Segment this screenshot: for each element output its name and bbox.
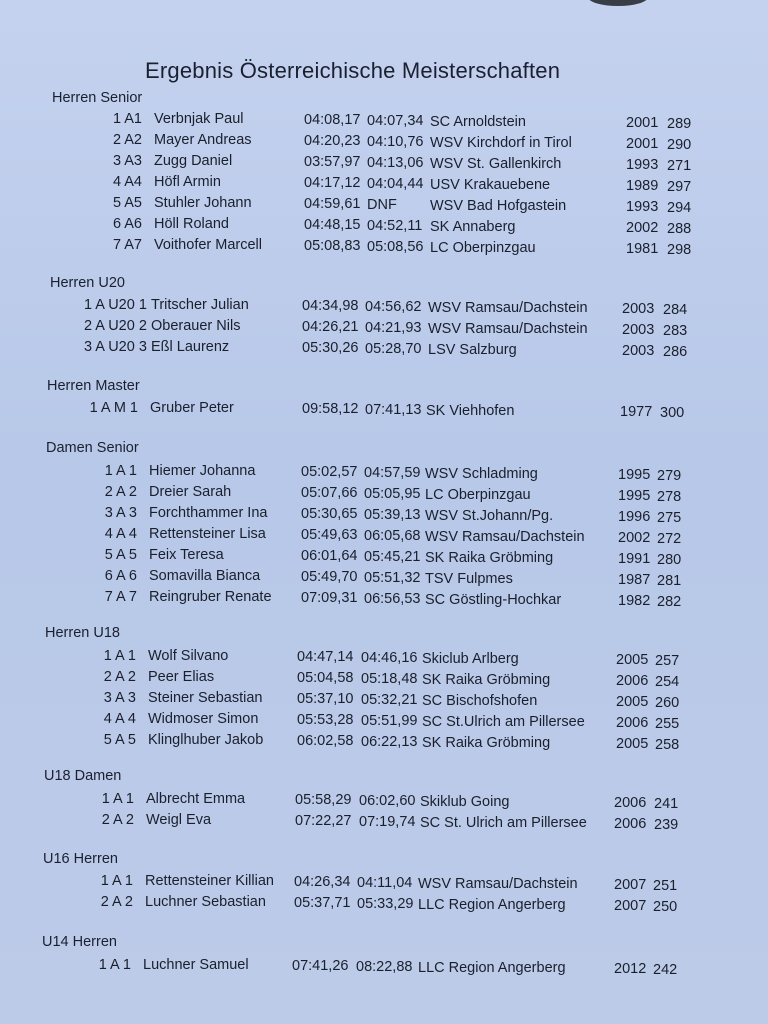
athlete-name: Mayer Andreas (154, 132, 252, 148)
section-heading: Herren U20 (50, 275, 125, 291)
club-name: WSV St. Gallenkirch (430, 156, 562, 172)
points: 297 (667, 179, 692, 195)
club-name: Skiklub Going (420, 794, 510, 810)
athlete-name: Widmoser Simon (148, 711, 259, 727)
time-run-2: 04:10,76 (367, 134, 424, 150)
birth-year: 1981 (626, 241, 659, 257)
time-run-2: 05:08,56 (367, 239, 424, 255)
time-run-2: 05:51,32 (364, 570, 421, 586)
athlete-name: Stuhler Johann (154, 195, 252, 211)
result-row (0, 568, 768, 588)
time-run-1: 04:08,17 (304, 112, 361, 128)
athlete-name: Eßl Laurenz (151, 339, 230, 355)
rank-cell: 1 A 1 (98, 957, 131, 973)
result-row (0, 791, 768, 811)
birth-year: 2012 (614, 961, 647, 977)
birth-year: 2006 (616, 673, 649, 689)
result-row (0, 216, 768, 236)
athlete-name: Feix Teresa (149, 547, 224, 563)
rank-cell: 1 A 1 (101, 791, 134, 807)
birth-year: 1995 (618, 488, 651, 504)
time-run-1: 05:58,29 (295, 792, 352, 808)
rank-cell: 3 A 3 (104, 505, 137, 521)
athlete-name: Albrecht Emma (146, 791, 246, 807)
club-name: WSV Kirchdorf in Tirol (430, 135, 572, 151)
time-run-1: 04:26,21 (302, 319, 359, 335)
points: 242 (653, 962, 678, 978)
time-run-2: 05:51,99 (361, 713, 418, 729)
athlete-name: Rettensteiner Lisa (149, 526, 266, 542)
rank-cell: 2 A U20 2 (84, 318, 147, 334)
rank-cell: 4 A4 (112, 174, 142, 190)
time-run-1: 05:49,63 (301, 527, 358, 543)
result-row (0, 894, 768, 914)
club-name: WSV Ramsau/Dachstein (425, 529, 585, 545)
birth-year: 2002 (626, 220, 659, 236)
section-heading: Damen Senior (46, 440, 139, 456)
time-run-2: 05:33,29 (357, 896, 414, 912)
points: 300 (660, 405, 685, 421)
points: 290 (667, 137, 692, 153)
birth-year: 2005 (616, 652, 649, 668)
athlete-name: Wolf Silvano (148, 648, 229, 664)
points: 283 (663, 323, 688, 339)
club-name: WSV Ramsau/Dachstein (428, 300, 588, 316)
birth-year: 2006 (614, 816, 647, 832)
rank-cell: 5 A 5 (103, 732, 136, 748)
points: 257 (655, 653, 680, 669)
points: 279 (657, 468, 682, 484)
result-row (0, 589, 768, 609)
rank-cell: 2 A2 (112, 132, 142, 148)
points: 271 (667, 158, 692, 174)
time-run-2: 05:28,70 (365, 341, 422, 357)
club-name: WSV Ramsau/Dachstein (418, 876, 578, 892)
rank-cell: 2 A 2 (100, 894, 133, 910)
points: 282 (657, 594, 682, 610)
rank-cell: 5 A 5 (104, 547, 137, 563)
points: 254 (655, 674, 680, 690)
time-run-2: 05:05,95 (364, 486, 421, 502)
section-heading: U14 Herren (42, 934, 117, 950)
result-row (0, 132, 768, 152)
points: 298 (667, 242, 692, 258)
birth-year: 2005 (616, 694, 649, 710)
athlete-name: Dreier Sarah (149, 484, 232, 500)
result-row (0, 153, 768, 173)
time-run-2: 04:52,11 (367, 218, 423, 234)
time-run-2: 06:02,60 (359, 793, 416, 809)
athlete-name: Somavilla Bianca (149, 568, 261, 584)
points: 275 (657, 510, 682, 526)
club-name: LSV Salzburg (428, 342, 517, 358)
birth-year: 2001 (626, 136, 659, 152)
section-heading: U18 Damen (44, 768, 122, 784)
points: 241 (654, 796, 679, 812)
time-run-1: 05:04,58 (297, 670, 354, 686)
time-run-1: 07:22,27 (295, 813, 352, 829)
club-name: SC Bischofshofen (422, 693, 538, 709)
athlete-name: Forchthammer Ina (149, 505, 268, 521)
points: 278 (657, 489, 682, 505)
rank-cell: 1 A1 (112, 111, 142, 127)
result-row (0, 873, 768, 893)
athlete-name: Luchner Samuel (143, 957, 249, 973)
points: 260 (655, 695, 680, 711)
result-row (0, 526, 768, 546)
athlete-name: Weigl Eva (146, 812, 212, 828)
athlete-name: Luchner Sebastian (145, 894, 266, 910)
time-run-2: 07:41,13 (365, 402, 422, 418)
time-run-1: 06:02,58 (297, 733, 354, 749)
athlete-name: Verbnjak Paul (154, 111, 244, 127)
athlete-name: Klinglhuber Jakob (148, 732, 264, 748)
section-heading: Herren U18 (45, 625, 120, 641)
birth-year: 1996 (618, 509, 651, 525)
club-name: SK Raika Gröbming (422, 735, 551, 751)
time-run-1: 04:20,23 (304, 133, 361, 149)
time-run-2: 04:56,62 (365, 299, 422, 315)
points: 250 (653, 899, 678, 915)
club-name: SC Arnoldstein (430, 114, 526, 130)
result-row (0, 648, 768, 668)
club-name: SC Göstling-Hochkar (425, 592, 562, 608)
rank-cell: 1 A 1 (103, 648, 136, 664)
club-name: WSV St.Johann/Pg. (425, 508, 554, 524)
time-run-1: 05:37,71 (294, 895, 351, 911)
time-run-1: 05:02,57 (301, 464, 358, 480)
time-run-1: 04:59,61 (304, 196, 361, 212)
birth-year: 1977 (620, 404, 653, 420)
time-run-1: 04:47,14 (297, 649, 354, 665)
birth-year: 2002 (618, 530, 651, 546)
time-run-2: 06:05,68 (364, 528, 421, 544)
result-row (0, 195, 768, 215)
result-row (0, 484, 768, 504)
time-run-2: 04:46,16 (361, 650, 418, 666)
athlete-name: Hiemer Johanna (149, 463, 256, 479)
time-run-2: 04:13,06 (367, 155, 424, 171)
result-row (0, 463, 768, 483)
birth-year: 1987 (618, 572, 651, 588)
club-name: WSV Ramsau/Dachstein (428, 321, 588, 337)
club-name: LC Oberpinzgau (425, 487, 531, 503)
time-run-1: 07:09,31 (301, 590, 358, 606)
rank-cell: 7 A 7 (104, 589, 137, 605)
time-run-2: 05:32,21 (361, 692, 418, 708)
birth-year: 2003 (622, 301, 655, 317)
rank-cell: 3 A3 (112, 153, 142, 169)
club-name: USV Krakauebene (430, 177, 551, 193)
time-run-2: 07:19,74 (359, 814, 416, 830)
club-name: WSV Bad Hofgastein (430, 198, 567, 214)
result-row (0, 732, 768, 752)
result-row (0, 400, 768, 420)
athlete-name: Reingruber Renate (149, 589, 272, 605)
result-row (0, 339, 768, 359)
points: 251 (653, 878, 678, 894)
points: 272 (657, 531, 682, 547)
birth-year: 1991 (618, 551, 651, 567)
time-run-1: 04:34,98 (302, 298, 359, 314)
result-row (0, 237, 768, 257)
club-name: SK Viehhofen (426, 403, 515, 419)
rank-cell: 1 A 1 (104, 463, 137, 479)
rank-cell: 4 A 4 (103, 711, 136, 727)
time-run-2: 06:56,53 (364, 591, 421, 607)
athlete-name: Steiner Sebastian (148, 690, 263, 706)
club-name: LC Oberpinzgau (430, 240, 536, 256)
points: 284 (663, 302, 688, 318)
time-run-1: 05:08,83 (304, 238, 361, 254)
time-run-2: 04:04,44 (367, 176, 424, 192)
rank-cell: 1 A U20 1 (84, 297, 147, 313)
athlete-name: Höll Roland (154, 216, 229, 232)
birth-year: 2007 (614, 898, 647, 914)
points: 281 (657, 573, 682, 589)
result-row (0, 505, 768, 525)
athlete-name: Tritscher Julian (151, 297, 249, 313)
rank-cell: 3 A 3 (103, 690, 136, 706)
points: 258 (655, 737, 680, 753)
points: 286 (663, 344, 688, 360)
club-name: TSV Fulpmes (425, 571, 513, 587)
club-name: Skiclub Arlberg (422, 651, 519, 667)
time-run-1: 04:17,12 (304, 175, 361, 191)
birth-year: 1993 (626, 157, 659, 173)
athlete-name: Rettensteiner Killian (145, 873, 274, 889)
time-run-2: 04:57,59 (364, 465, 421, 481)
points: 239 (654, 817, 679, 833)
result-row (0, 111, 768, 131)
athlete-name: Gruber Peter (150, 400, 234, 416)
club-name: SK Annaberg (430, 219, 516, 235)
points: 294 (667, 200, 692, 216)
birth-year: 2003 (622, 343, 655, 359)
birth-year: 1993 (626, 199, 659, 215)
rank-cell: 2 A 2 (103, 669, 136, 685)
club-name: SK Raika Gröbming (425, 550, 554, 566)
points: 289 (667, 116, 692, 132)
rank-cell: 1 A M 1 (89, 400, 138, 416)
time-run-1: 05:30,26 (302, 340, 359, 356)
time-run-1: 04:26,34 (294, 874, 351, 890)
time-run-2: 04:07,34 (367, 113, 424, 129)
birth-year: 2001 (626, 115, 659, 131)
points: 288 (667, 221, 692, 237)
result-row (0, 297, 768, 317)
time-run-1: 06:01,64 (301, 548, 358, 564)
result-row (0, 174, 768, 194)
points: 255 (655, 716, 680, 732)
birth-year: 1982 (618, 593, 651, 609)
birth-year: 1989 (626, 178, 659, 194)
time-run-1: 09:58,12 (302, 401, 359, 417)
rank-cell: 6 A6 (112, 216, 142, 232)
birth-year: 2003 (622, 322, 655, 338)
rank-cell: 7 A7 (112, 237, 142, 253)
athlete-name: Höfl Armin (154, 174, 221, 190)
result-row (0, 547, 768, 567)
time-run-1: 03:57,97 (304, 154, 361, 170)
club-name: LLC Region Angerberg (418, 960, 566, 976)
time-run-2: 04:11,04 (357, 875, 413, 891)
club-name: SK Raika Gröbming (422, 672, 551, 688)
rank-cell: 6 A 6 (104, 568, 137, 584)
club-name: LLC Region Angerberg (418, 897, 566, 913)
birth-year: 2007 (614, 877, 647, 893)
section-heading: U16 Herren (43, 851, 118, 867)
result-row (0, 669, 768, 689)
result-row (0, 812, 768, 832)
time-run-1: 05:49,70 (301, 569, 358, 585)
club-name: SC St.Ulrich am Pillersee (422, 714, 585, 730)
birth-year: 2005 (616, 736, 649, 752)
rank-cell: 4 A 4 (104, 526, 137, 542)
athlete-name: Zugg Daniel (154, 153, 233, 169)
result-row (0, 711, 768, 731)
athlete-name: Oberauer Nils (151, 318, 241, 334)
time-run-2: 05:39,13 (364, 507, 421, 523)
birth-year: 2006 (616, 715, 649, 731)
time-run-2: DNF (367, 197, 397, 213)
time-run-1: 04:48,15 (304, 217, 361, 233)
time-run-2: 08:22,88 (356, 959, 413, 975)
club-name: SC St. Ulrich am Pillersee (420, 815, 587, 831)
result-row (0, 318, 768, 338)
result-row (0, 690, 768, 710)
time-run-1: 07:41,26 (292, 958, 349, 974)
time-run-2: 06:22,13 (361, 734, 418, 750)
section-heading: Herren Master (47, 378, 140, 394)
time-run-1: 05:07,66 (301, 485, 358, 501)
section-heading: Herren Senior (52, 90, 143, 106)
athlete-name: Peer Elias (148, 669, 215, 685)
rank-cell: 1 A 1 (100, 873, 133, 889)
points: 280 (657, 552, 682, 568)
time-run-1: 05:53,28 (297, 712, 354, 728)
birth-year: 1995 (618, 467, 651, 483)
time-run-1: 05:30,65 (301, 506, 358, 522)
rank-cell: 2 A 2 (101, 812, 134, 828)
club-name: WSV Schladming (425, 466, 538, 482)
document-title: Ergebnis Österreichische Meisterschaften (145, 58, 561, 83)
result-row (0, 957, 768, 977)
time-run-2: 05:18,48 (361, 671, 418, 687)
time-run-2: 05:45,21 (364, 549, 421, 565)
time-run-2: 04:21,93 (365, 320, 422, 336)
rank-cell: 2 A 2 (104, 484, 137, 500)
rank-cell: 5 A5 (112, 195, 142, 211)
athlete-name: Voithofer Marcell (154, 237, 262, 253)
rank-cell: 3 A U20 3 (84, 339, 147, 355)
time-run-1: 05:37,10 (297, 691, 354, 707)
birth-year: 2006 (614, 795, 647, 811)
